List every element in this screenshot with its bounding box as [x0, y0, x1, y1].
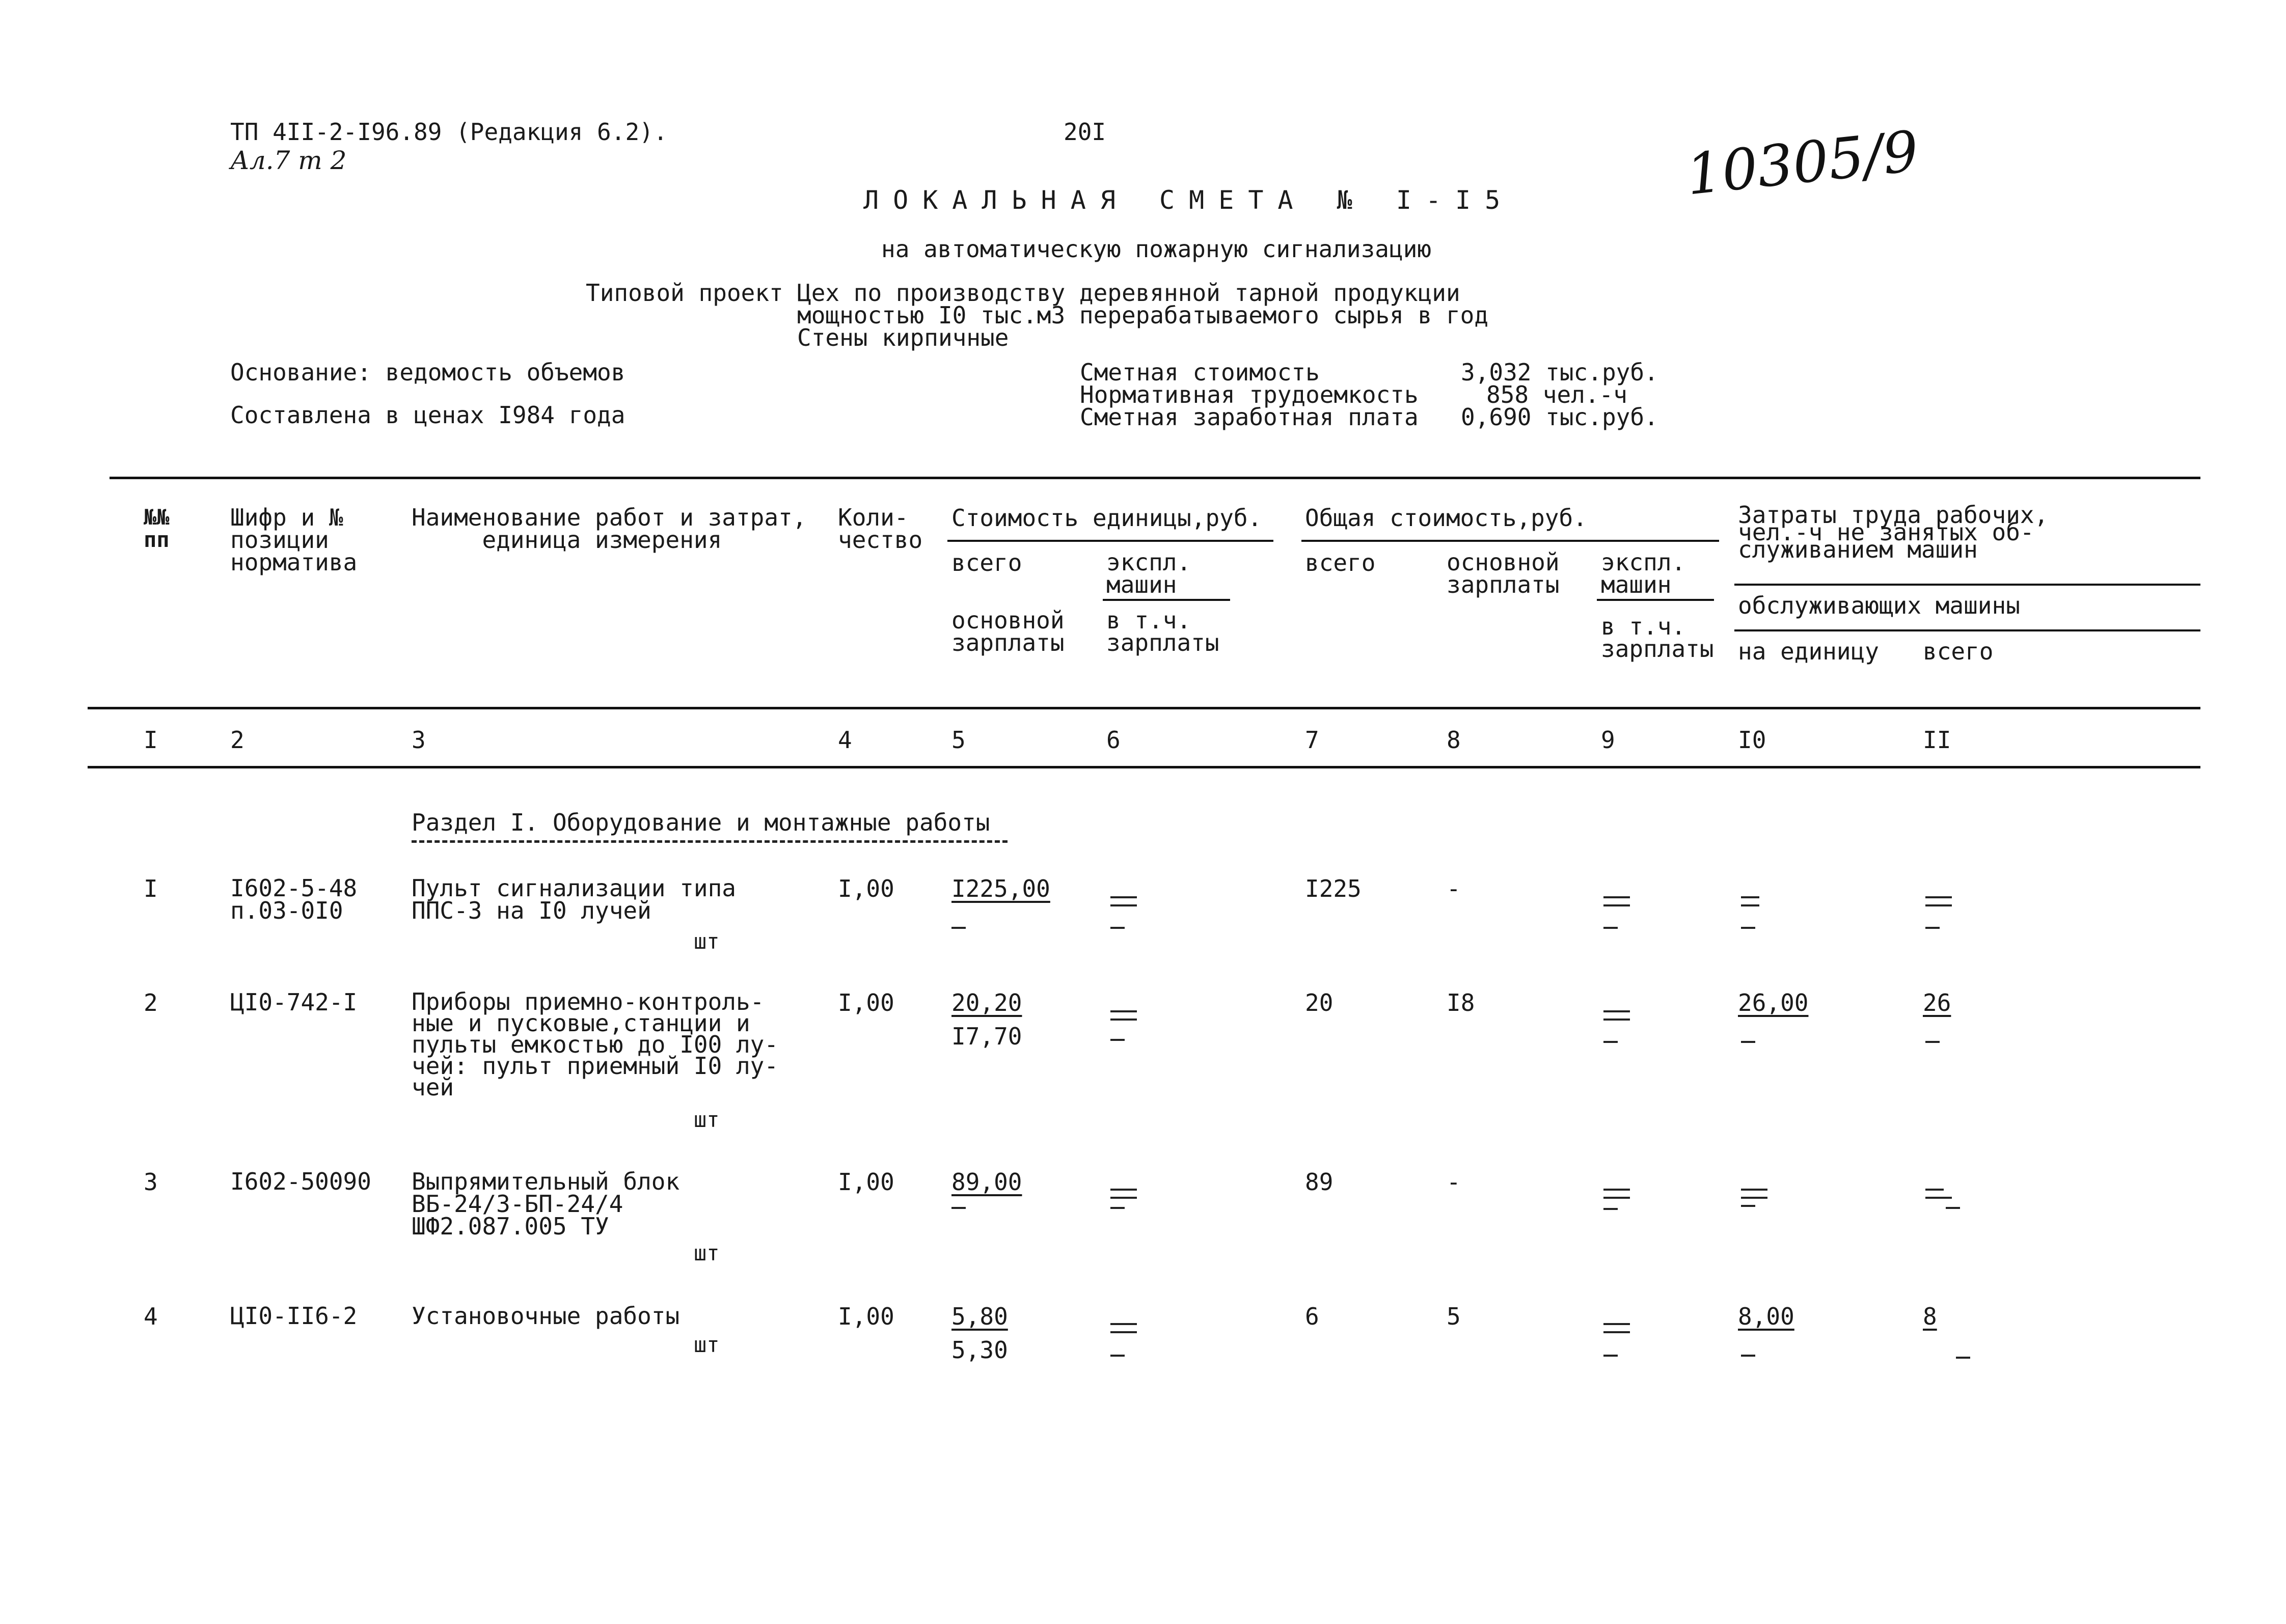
- row-unit: шт: [694, 929, 720, 954]
- dash-mark: [1110, 1189, 1137, 1191]
- page-subtitle: на автоматическую пожарную сигнализацию: [881, 235, 1432, 263]
- dash-mark: [1603, 927, 1618, 929]
- row-total-wage: -: [1447, 875, 1461, 902]
- project-label: Типовой проект: [586, 279, 783, 307]
- prices-text: Составлена в ценах I984 года: [230, 401, 625, 429]
- header-total-machines: экспл. машин: [1601, 548, 1686, 598]
- header-total-cost: Общая стоимость,руб.: [1305, 504, 1587, 532]
- dash-mark: [1741, 896, 1759, 898]
- header-quantity: Коли- чество: [838, 504, 923, 554]
- dash-mark: [1741, 1041, 1755, 1043]
- dash-mark: [1110, 1197, 1137, 1199]
- summary-label-labor: Нормативная трудоемкость: [1080, 381, 1419, 408]
- header-total-wage: основной зарплаты: [1447, 548, 1560, 598]
- col-number-3: 3: [412, 726, 426, 754]
- row-total-wage: -: [1447, 1168, 1461, 1196]
- row-labor-total: 26: [1923, 989, 1951, 1016]
- row-code: I602-5-48 п.03-0I0: [230, 874, 358, 924]
- header-code: Шифр и № позиции норматива: [230, 504, 358, 576]
- row-total: I225: [1305, 875, 1362, 902]
- document-reference: ТП 4II-2-I96.89 (Редакция 6.2).: [230, 118, 668, 146]
- col-number-1: I: [144, 726, 158, 754]
- dash-mark: [1110, 1355, 1125, 1357]
- row-number: I: [144, 875, 158, 902]
- dash-mark: [1110, 896, 1137, 898]
- dash-mark: [1603, 1197, 1630, 1199]
- row-labor-total: 8: [1923, 1303, 1937, 1330]
- dash-mark: [951, 1207, 966, 1209]
- dash-mark: [1925, 1197, 1952, 1199]
- dash-mark: [1925, 896, 1952, 898]
- header-total-total: всего: [1305, 549, 1376, 576]
- summary-label-cost: Сметная стоимость: [1080, 359, 1320, 386]
- dash-mark: [1603, 1189, 1630, 1191]
- row-quantity: I,00: [838, 1168, 894, 1196]
- dash-mark: [1925, 1189, 1944, 1191]
- header-unit-wage: основной зарплаты: [951, 607, 1065, 656]
- labor-rule-1: [1734, 584, 2200, 586]
- dash-mark: [1925, 1041, 1940, 1043]
- unit-machines-rule: [1103, 599, 1230, 601]
- row-name: Приборы приемно-контроль- ные и пусковые,станции и пульты емкостью до I00 лу- чей: пульт приемный I0 лу- чей: [412, 988, 779, 1101]
- row-unit-wage: I7,70: [951, 1023, 1022, 1050]
- header-labor: Затраты труда рабочих, чел.-ч не занятых об- служиванием машин: [1738, 501, 2049, 563]
- dash-mark: [1741, 1355, 1755, 1357]
- dash-mark: [1925, 904, 1952, 906]
- row-labor-unit: 26,00: [1738, 989, 1809, 1016]
- col-number-2: 2: [230, 726, 244, 754]
- row-number: 4: [144, 1303, 158, 1330]
- header-total-incl-wage: в т.ч. зарплаты: [1601, 613, 1714, 663]
- dash-mark: [951, 927, 966, 929]
- project-line-2: мощностью I0 тыс.м3 перерабатываемого сырья в год: [797, 301, 1489, 329]
- dash-mark: [1110, 1010, 1137, 1012]
- table-top-rule: [110, 477, 2200, 479]
- dash-mark: [1110, 1019, 1137, 1021]
- row-labor-unit: 8,00: [1738, 1303, 1794, 1330]
- col-number-10: I0: [1738, 726, 1766, 754]
- row-unit-total: 89,00: [951, 1168, 1022, 1196]
- total-cost-rule: [1301, 540, 1719, 542]
- project-line-3: Стены кирпичные: [797, 324, 1009, 351]
- row-number: 2: [144, 989, 158, 1016]
- dash-mark: [1603, 1331, 1630, 1333]
- row-code: ЦI0-II6-2: [230, 1302, 358, 1330]
- dash-mark: [1925, 927, 1940, 929]
- col-number-6: 6: [1106, 726, 1121, 754]
- dash-mark: [1110, 927, 1125, 929]
- dash-mark: [1603, 1208, 1618, 1210]
- row-name: Установочные работы: [412, 1302, 680, 1330]
- dash-mark: [1741, 904, 1759, 906]
- col-number-8: 8: [1447, 726, 1461, 754]
- row-unit-total: 20,20: [951, 989, 1022, 1016]
- labor-rule-2: [1734, 629, 2200, 631]
- row-total-wage: 5: [1447, 1303, 1461, 1330]
- row-quantity: I,00: [838, 989, 894, 1016]
- dash-mark: [1946, 1207, 1960, 1209]
- dash-mark: [1741, 927, 1755, 929]
- header-name: Наименование работ и затрат, единица измерения: [412, 504, 807, 554]
- header-labor-unit: на единицу: [1738, 638, 1879, 665]
- summary-value-cost: 3,032 тыс.руб.: [1461, 359, 1658, 386]
- row-name: Пульт сигнализации типа ППС-3 на I0 лучей: [412, 874, 736, 924]
- page-number: 20I: [1064, 118, 1106, 146]
- section-underline: [412, 840, 1008, 843]
- row-code: ЦI0-742-I: [230, 988, 358, 1016]
- row-quantity: I,00: [838, 875, 894, 902]
- header-unit-cost: Стоимость единицы,руб.: [951, 504, 1262, 532]
- project-line-1: Цех по производству деревянной тарной продукции: [797, 279, 1460, 307]
- row-quantity: I,00: [838, 1303, 894, 1330]
- page-title: ЛОКАЛЬНАЯ СМЕТА № I-I5: [863, 185, 1515, 215]
- dash-mark: [1110, 1207, 1125, 1209]
- dash-mark: [1110, 1331, 1137, 1333]
- row-unit-total: 5,80: [951, 1303, 1008, 1330]
- row-unit: шт: [694, 1332, 720, 1357]
- row-total: 20: [1305, 989, 1334, 1016]
- dash-mark: [1603, 1041, 1618, 1043]
- dash-mark: [1603, 1355, 1618, 1357]
- col-number-9: 9: [1601, 726, 1615, 754]
- header-labor-machines: обслуживающих машины: [1738, 592, 2020, 619]
- column-numbers-rule: [88, 766, 2200, 768]
- unit-cost-rule: [947, 540, 1273, 542]
- dash-mark: [1603, 1323, 1630, 1325]
- dash-mark: [1110, 1323, 1137, 1325]
- row-total: 6: [1305, 1303, 1319, 1330]
- dash-mark: [1603, 1010, 1630, 1012]
- row-unit: шт: [694, 1241, 720, 1265]
- summary-label-wage: Сметная заработная плата: [1080, 403, 1419, 431]
- summary-value-wage: 0,690 тыс.руб.: [1461, 403, 1658, 431]
- row-code: I602-50090: [230, 1168, 371, 1195]
- col-number-5: 5: [951, 726, 966, 754]
- archive-number-stamp: 10305/9: [1683, 118, 1922, 208]
- dash-mark: [1603, 896, 1630, 898]
- row-unit-total: I225,00: [951, 875, 1050, 902]
- dash-mark: [1603, 904, 1630, 906]
- dash-mark: [1741, 1189, 1767, 1191]
- dash-mark: [1741, 1205, 1755, 1207]
- row-unit-wage: 5,30: [951, 1336, 1008, 1364]
- dash-mark: [1956, 1357, 1970, 1359]
- col-number-11: II: [1923, 726, 1951, 754]
- sheet-note: Ал.7 т 2: [230, 146, 347, 175]
- header-unit-machines: экспл. машин: [1106, 548, 1191, 598]
- col-number-4: 4: [838, 726, 852, 754]
- section-title: Раздел I. Оборудование и монтажные работы: [412, 809, 990, 836]
- row-unit: шт: [694, 1107, 720, 1132]
- basis-text: Основание: ведомость объемов: [230, 359, 625, 386]
- header-row-number: №№ пп: [144, 505, 170, 552]
- dash-mark: [1741, 1197, 1767, 1199]
- dash-mark: [1110, 904, 1137, 906]
- total-machines-rule: [1597, 599, 1714, 601]
- col-number-7: 7: [1305, 726, 1319, 754]
- row-total-wage: I8: [1447, 989, 1475, 1016]
- dash-mark: [1603, 1019, 1630, 1021]
- row-name: Выпрямительный блок ВБ-24/3-БП-24/4 ШФ2.087.005 ТУ: [412, 1168, 680, 1240]
- header-labor-total: всего: [1923, 638, 1994, 665]
- header-unit-incl-wage: в т.ч. зарплаты: [1106, 607, 1219, 656]
- summary-value-labor: 858 чел.-ч: [1486, 381, 1627, 408]
- row-total: 89: [1305, 1168, 1334, 1196]
- dash-mark: [1110, 1039, 1125, 1041]
- header-bottom-rule: [88, 707, 2200, 709]
- row-number: 3: [144, 1168, 158, 1196]
- header-unit-total: всего: [951, 549, 1022, 576]
